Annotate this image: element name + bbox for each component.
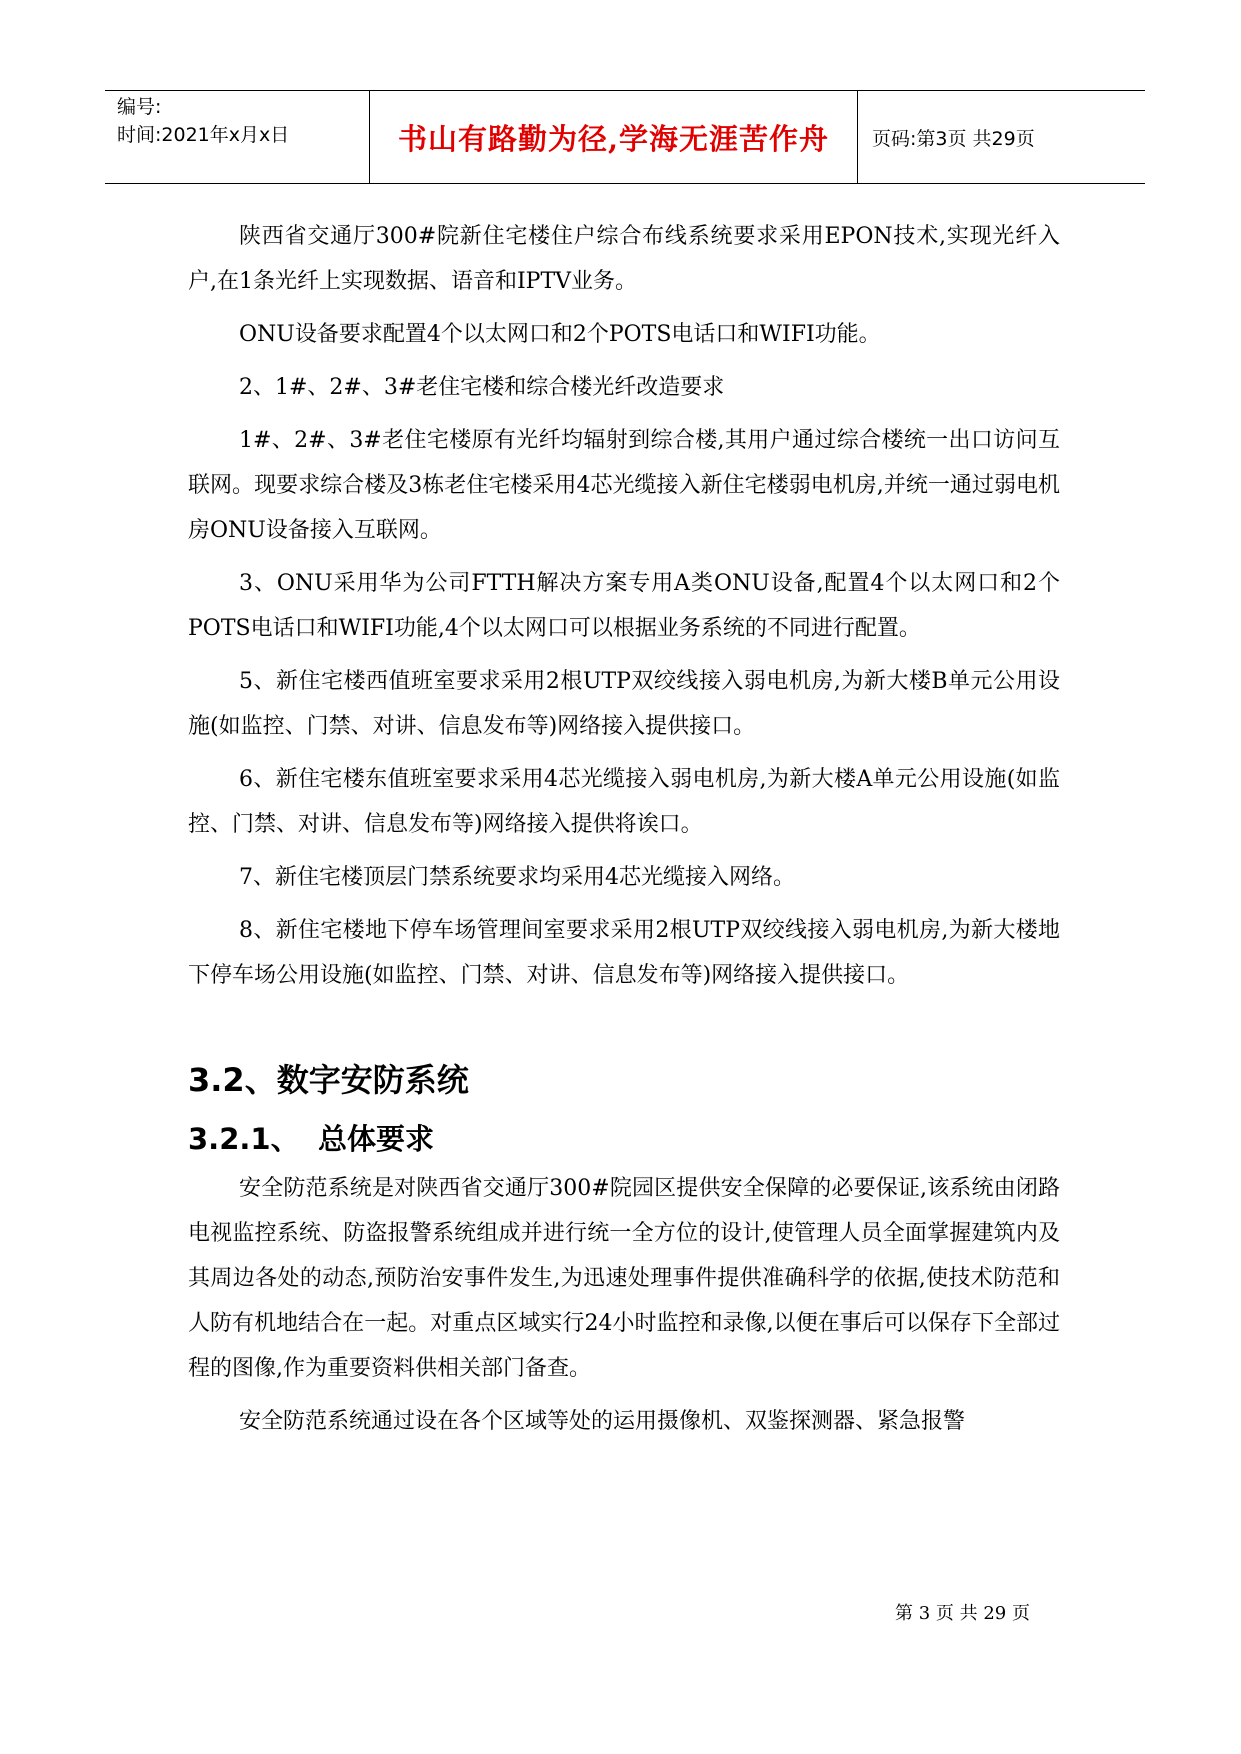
body-paragraph: 3、ONU采用华为公司FTTH解决方案专用A类ONU设备,配置4个以太网口和2个POTS电话口和WIFI功能,4个以太网口可以根据业务系统的不同进行配置。 <box>188 571 1060 641</box>
document-time-label: 时间:2021年x月x日 <box>117 124 290 146</box>
body-paragraph: 安全防范系统通过设在各个区域等处的运用摄像机、双鉴探测器、紧急报警 <box>239 1409 966 1434</box>
header-page-label: 页码:第3页 共29页 <box>872 127 1035 150</box>
body-paragraph: 6、新住宅楼东值班室要求采用4芯光缆接入弱电机房,为新大楼A单元公用设施(如监控、门禁、对讲、信息发布等)网络接入提供将诶口。 <box>188 767 1060 837</box>
body-paragraph: 2、1#、2#、3#老住宅楼和综合楼光纤改造要求 <box>239 375 725 400</box>
document-number-label: 编号: <box>117 96 162 118</box>
page-footer: 第 3 页 共 29 页 <box>895 1603 1030 1624</box>
header-meta <box>105 91 370 183</box>
body-paragraph: 陕西省交通厅300#院新住宅楼住户综合布线系统要求采用EPON技术,实现光纤入户,在1条光纤上实现数据、语音和IPTV业务。 <box>188 224 1060 294</box>
subsection-title: 总体要求 <box>318 1122 435 1156</box>
body-paragraph: 安全防范系统是对陕西省交通厅300#院园区提供安全保障的必要保证,该系统由闭路电视监控系统、防盗报警系统组成并进行统一全方位的设计,使管理人员全面掌握建筑内及其周边各处的动态,预防治安事件发生,为迅速处理事件提供准确科学的依据,使技术防范和人防有机地结合在一起。对重点区域实行24小时监控和录像,以便在事后可以保存下全部过程的图像,作为重要资料供相关部门备查。 <box>188 1176 1060 1381</box>
page-header <box>105 90 1145 184</box>
body-paragraph: ONU设备要求配置4个以太网口和2个POTS电话口和WIFI功能。 <box>239 322 881 347</box>
document-body <box>188 214 1060 1444</box>
body-paragraph: 5、新住宅楼西值班室要求采用2根UTP双绞线接入弱电机房,为新大楼B单元公用设施(如监控、门禁、对讲、信息发布等)网络接入提供接口。 <box>188 669 1060 739</box>
body-paragraph: 7、新住宅楼顶层门禁系统要求均采用4芯光缆接入网络。 <box>239 865 795 890</box>
header-motto: 书山有路勤为径,学海无涯苦作舟 <box>370 91 858 183</box>
subsection-number: 3.2.1、 <box>188 1122 300 1156</box>
section-heading: 3.2、数字安防系统 <box>188 1061 469 1099</box>
body-paragraph: 1#、2#、3#老住宅楼原有光纤均辐射到综合楼,其用户通过综合楼统一出口访问互联网。现要求综合楼及3栋老住宅楼采用4芯光缆接入新住宅楼弱电机房,并统一通过弱电机房ONU设备接入互联网。 <box>188 428 1060 543</box>
body-paragraph: 8、新住宅楼地下停车场管理间室要求采用2根UTP双绞线接入弱电机房,为新大楼地下停车场公用设施(如监控、门禁、对讲、信息发布等)网络接入提供接口。 <box>188 918 1060 988</box>
subsection-heading <box>188 1116 1060 1162</box>
